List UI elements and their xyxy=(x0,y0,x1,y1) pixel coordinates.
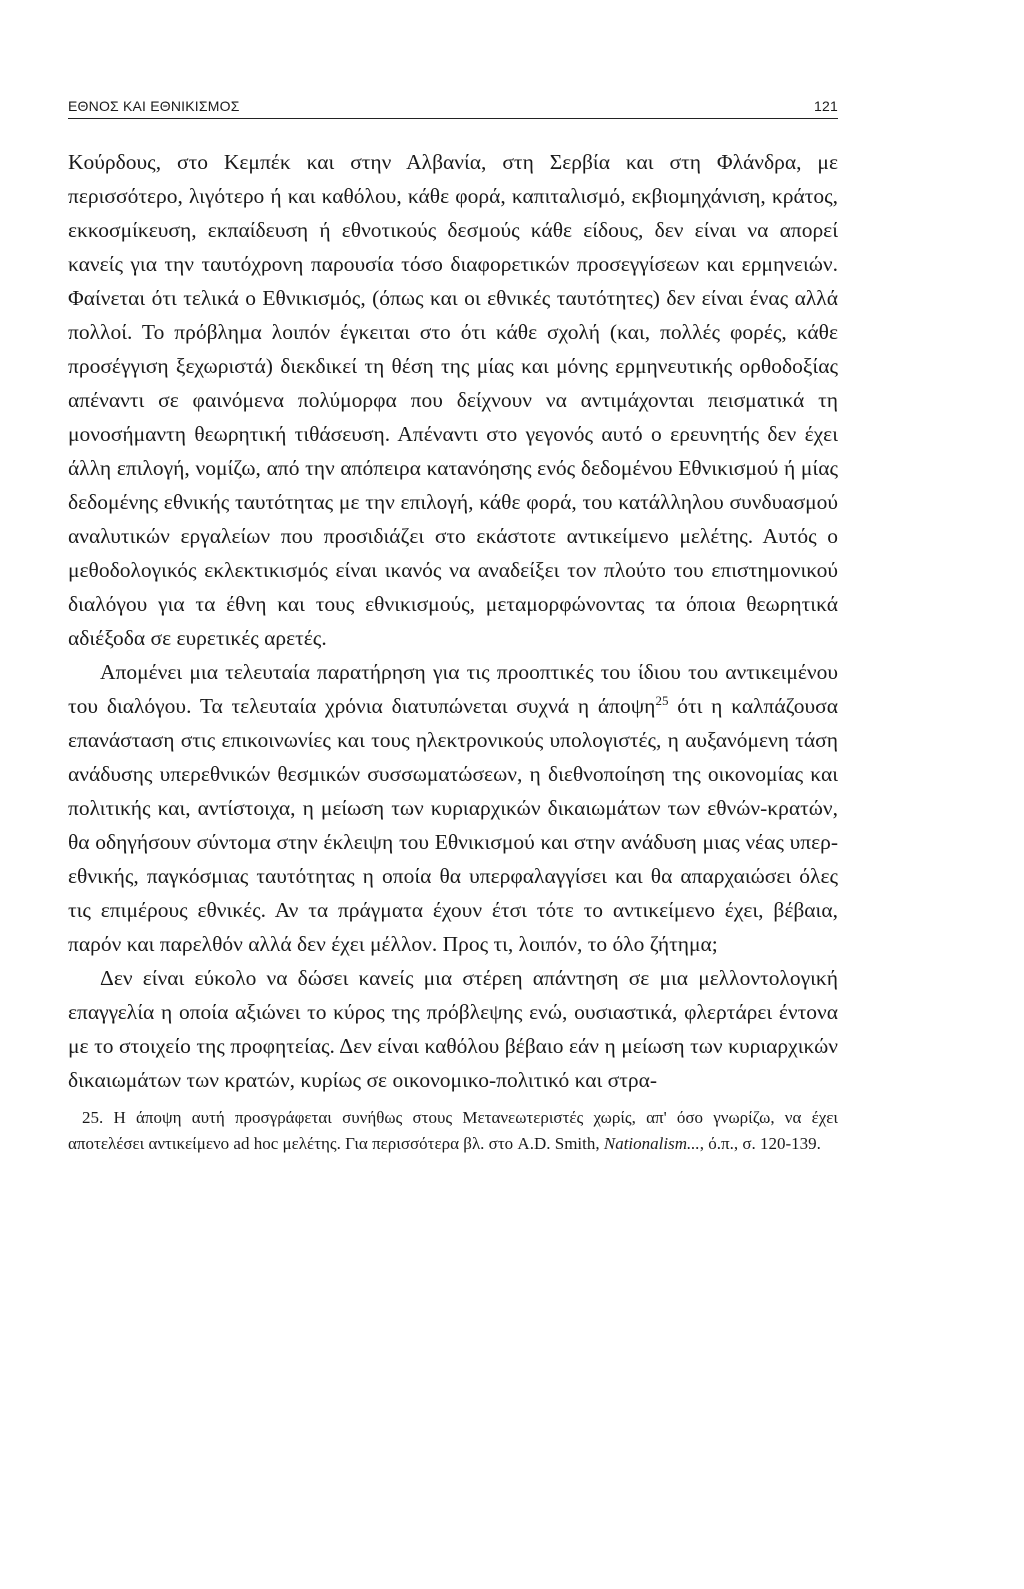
running-header xyxy=(68,98,838,119)
main-text xyxy=(68,145,838,1097)
paragraph-3: Δεν είναι εύκολο να δώσει κανείς μια στέρεη απάντηση σε μια μελλοντολογική επαγγελία η οποία αξιώνει το κύρος της πρόβλεψης ενώ, ουσιαστικά, φλερτάρει έντονα με το στοιχείο της προφητείας. Δεν είναι καθόλου βέβαιο εάν η μείωση των κυριαρχικών δικαιωμάτων των κρατών, κυρίως σε οικονομικο-πολιτικό και στρα- xyxy=(68,966,838,1092)
paragraph-2 xyxy=(68,655,838,961)
footnote xyxy=(68,1105,838,1157)
page-number: 121 xyxy=(814,98,838,114)
running-title: ΕΘΝΟΣ ΚΑΙ ΕΘΝΙΚΙΣΜΟΣ xyxy=(68,98,240,114)
footnote-text-1: Η άποψη αυτή προσγράφεται συνήθως στους Μετανεωτεριστές χωρίς, απ' όσο γνωρίζω, να έχει αποτελέσει αντικείμενο ad hoc μελέτης. Για περισσότερα βλ. στο A.D. Smith, xyxy=(68,1108,838,1153)
footnote-text-2: , ό.π., σ. 120-139. xyxy=(699,1134,821,1153)
paragraph-2-part-2: ότι η καλπάζουσα επανάσταση στις επικοινωνίες και τους ηλεκτρονικούς υπολογιστές, η αυξανόμενη τάση ανάδυσης υπερεθνικών θεσμικών συσσωματώσεων, η διεθνοποίηση της οικονομίας και πολιτικής και, αντίστοιχα, η μείωση των κυριαρχικών δικαιωμάτων των εθνών-κρατών, θα οδηγήσουν σύντομα στην έκλειψη του Εθνικισμού και στην ανάδυση μιας νέας υπερ-εθνικής, παγκόσμιας ταυτότητας η οποία θα υπερφαλαγγίσει και θα απαρχαιώσει όλες τις επιμέρους εθνικές. Αν τα πράγματα έχουν έτσι τότε το αντικείμενο έχει, βέβαια, παρόν και παρελθόν αλλά δεν έχει μέλλον. Προς τι, λοιπόν, το όλο ζήτημα; xyxy=(68,694,839,956)
paragraph-2-part-1: Απομένει μια τελευταία παρατήρηση για τις προοπτικές του ίδιου του αντικειμένου του διαλόγου. Τα τελευταία χρόνια διατυπώνεται συχνά η άποψη xyxy=(68,660,838,718)
footnote-reference: 25 xyxy=(655,692,669,708)
book-page xyxy=(68,98,838,1157)
footnote-cited-title: Nationalism... xyxy=(603,1134,700,1153)
footnote-number: 25. xyxy=(82,1108,104,1127)
paragraph-1: Κούρδους, στο Κεμπέκ και στην Αλβανία, στη Σερβία και στη Φλάνδρα, με περισσότερο, λιγότερο ή και καθόλου, κάθε φορά, καπιταλισμό, εκβιομηχάνιση, κράτος, εκκοσμίκευση, εκπαίδευση ή εθνοτικούς δεσμούς κάθε είδους, δεν είναι να απορεί κανείς για την ταυτόχρονη παρουσία τόσο διαφορετικών προσεγγίσεων και ερμηνειών. Φαίνεται ότι τελικά ο Εθνικισμός, (όπως και οι εθνικές ταυτότητες) δεν είναι ένας αλλά πολλοί. Το πρόβλημα λοιπόν έγκειται στο ότι κάθε σχολή (και, πολλές φορές, κάθε προσέγγιση ξεχωριστά) διεκδικεί τη θέση της μίας και μόνης ερμηνευτικής ορθοδοξίας απέναντι σε φαινόμενα πολύμορφα που δείχνουν να αντιμάχονται πεισματικά τη μονοσήμαντη θεωρητική τιθάσευση. Απέναντι στο γεγονός αυτό ο ερευνητής δεν έχει άλλη επιλογή, νομίζω, από την απόπειρα κατανόησης ενός δεδομένου Εθνικισμού ή μίας δεδομένης εθνικής ταυτότητας με την επιλογή, κάθε φορά, του κατάλληλου συνδυασμού αναλυτικών εργαλείων που προσιδιάζει στο εκάστοτε αντικείμενο μελέτης. Αυτός ο μεθοδολογικός εκλεκτικισμός είναι ικανός να αναδείξει τον πλούτο του επιστημονικού διαλόγου για τα έθνη και τους εθνικισμούς, μεταμορφώνοντας τα όποια θεωρητικά αδιέξοδα σε ευρετικές αρετές. xyxy=(68,150,838,650)
